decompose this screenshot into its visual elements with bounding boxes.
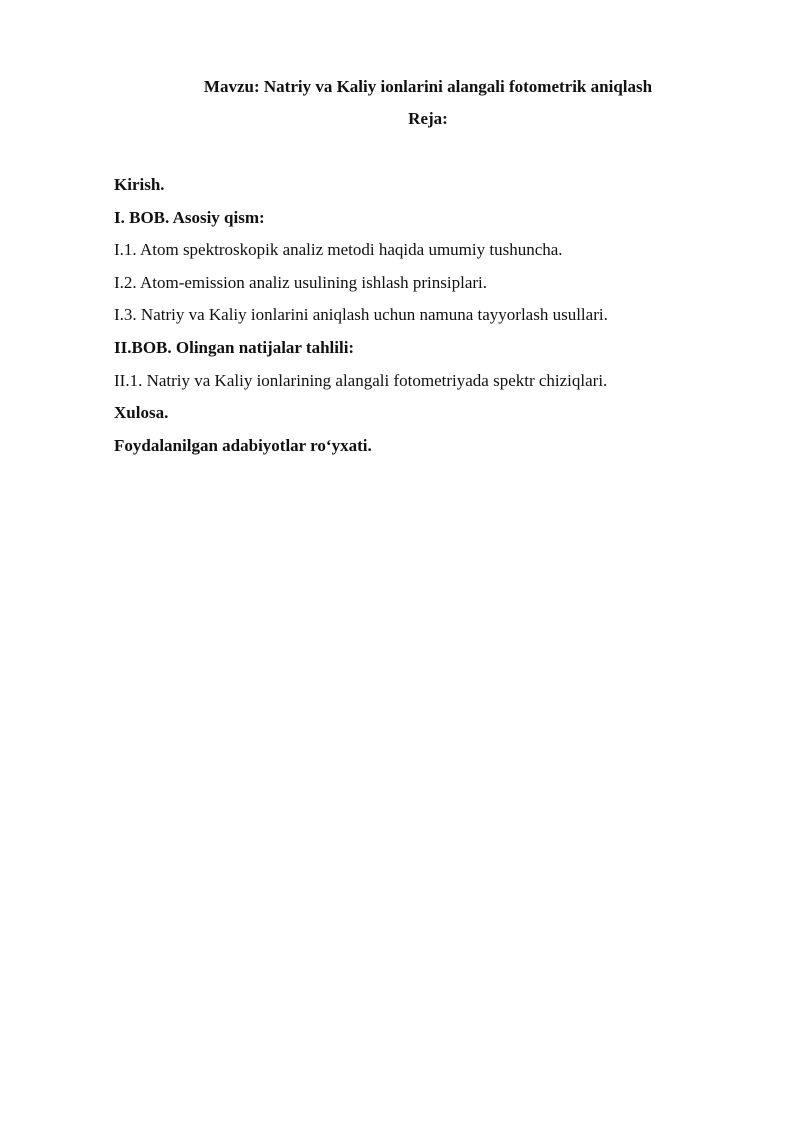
toc-item-introduction: Kirish. xyxy=(114,175,165,194)
toc-item-conclusion: Xulosa. xyxy=(114,403,169,423)
toc-item-chapter-1: I. BOB. Asosiy qism: xyxy=(114,207,265,227)
toc-item-section-1-3: I.3. Natriy va Kaliy ionlarini aniqlash uchun namuna tayyorlash usullari. xyxy=(114,305,608,325)
plan-heading: Reja: xyxy=(408,109,448,128)
table-of-contents xyxy=(114,174,754,467)
page-title: Mavzu: Natriy va Kaliy ionlarini alangali fotometrik aniqlash xyxy=(203,77,653,96)
toc-item-section-1-2: I.2. Atom-emission analiz usulining ishlash prinsiplari. xyxy=(114,272,488,292)
toc-item-section-1-1: I.1. Atom spektroskopik analiz metodi haqida umumiy tushuncha. xyxy=(114,240,563,260)
toc-item-references: Foydalanilgan adabiyotlar ro‘yxati. xyxy=(114,435,372,455)
toc-item-chapter-2: II.BOB. Olingan natijalar tahlili: xyxy=(114,337,355,357)
toc-item-section-2-1: II.1. Natriy va Kaliy ionlarining alangali fotometriyada spektr chiziqlari. xyxy=(114,370,608,390)
